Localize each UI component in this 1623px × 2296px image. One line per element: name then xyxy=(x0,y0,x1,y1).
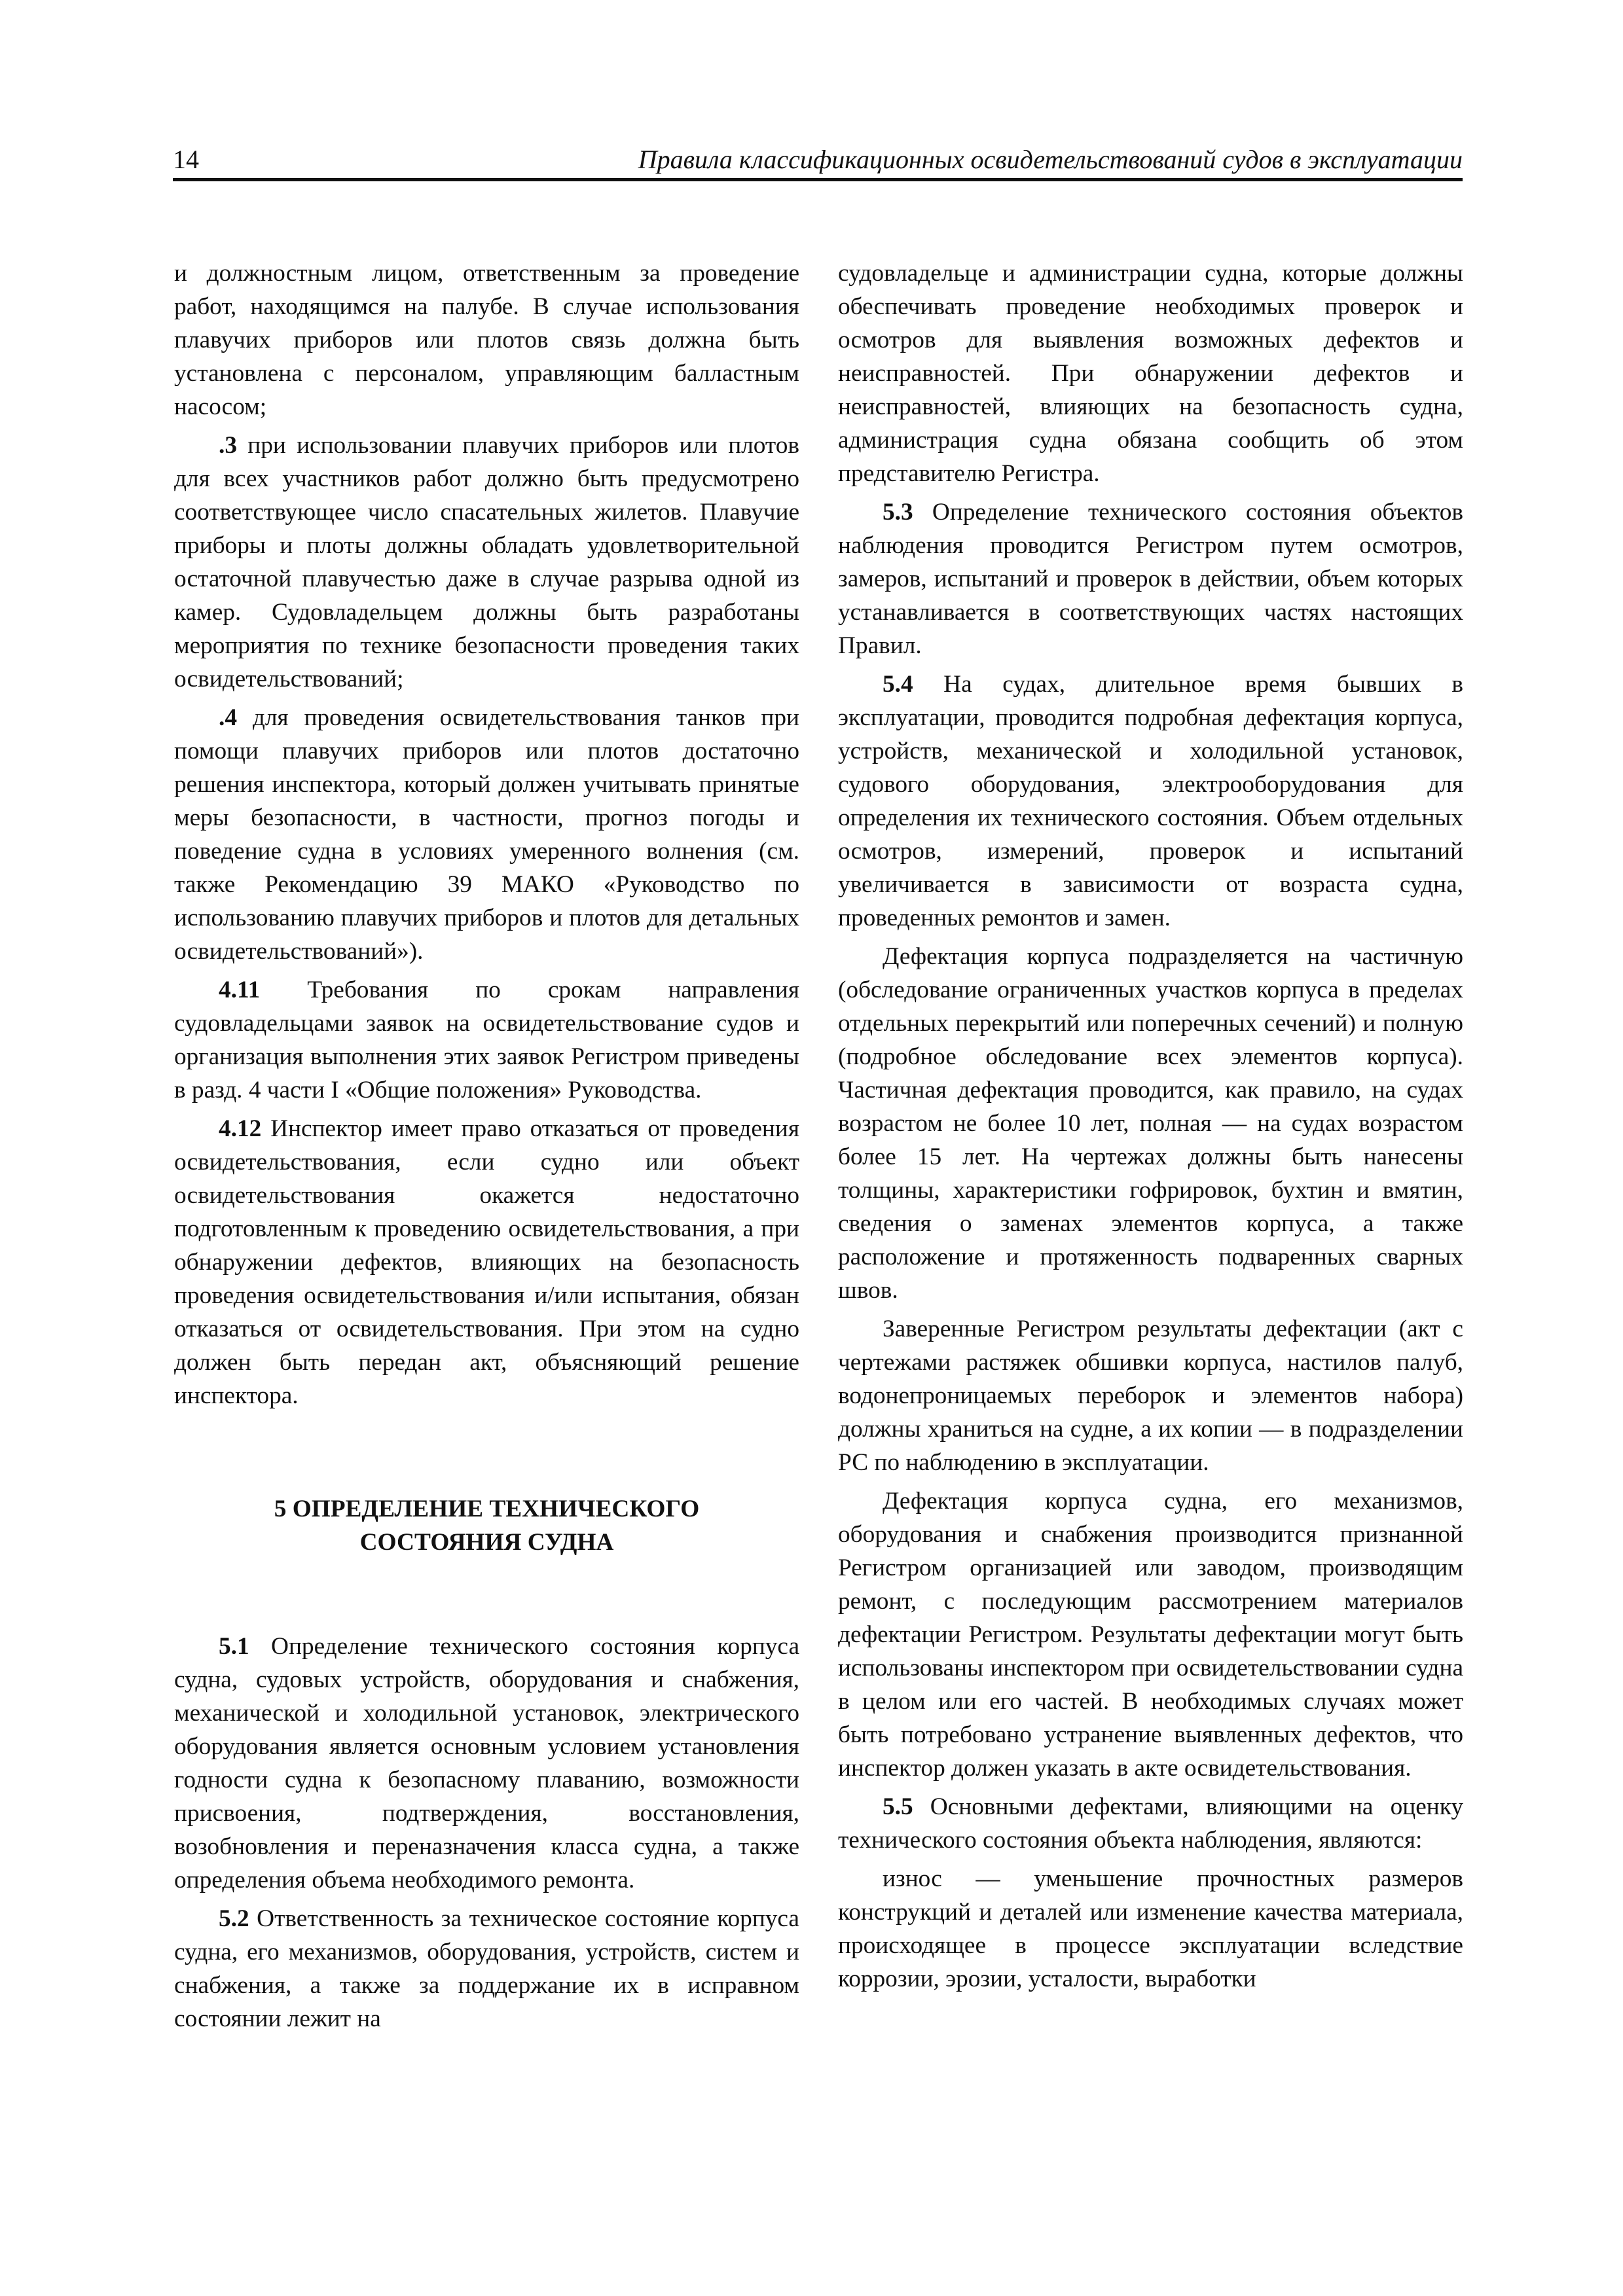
paragraph-text: износ — уменьшение прочностных размеров конструкций и деталей или изменение качества материала, происходящее в процессе эксплуатации вследствие коррозии, эрозии, усталости, выработки xyxy=(838,1865,1463,1992)
clause-number: 4.11 xyxy=(219,977,261,1003)
section-heading-line1: 5 ОПРЕДЕЛЕНИЕ ТЕХНИЧЕСКОГО xyxy=(274,1496,700,1522)
paragraph-certified-results xyxy=(838,1312,1463,1479)
paragraph-5-1 xyxy=(174,1630,799,1897)
paragraph-text: Дефектация корпуса подразделяется на частичную (обследование ограниченных участков корпуса в пределах отдельных перекрытий или поперечных сечений) и полную (подробное обследование всех элементов корпуса). Частичная дефектация проводится, как правило, на судах возрастом не более 10 лет, полная — на судах возрастом более 15 лет. На чертежах должны быть нанесены толщины, характеристики гофрировок, бухтин и вмятин, сведения о заменах элементов корпуса, а также расположение и протяженность подваренных сварных швов. xyxy=(838,943,1463,1304)
paragraph-hull-defect-survey xyxy=(838,940,1463,1307)
clause-number: 5.4 xyxy=(883,671,913,698)
item-number: .3 xyxy=(219,432,237,459)
paragraph-4-12 xyxy=(174,1112,799,1412)
paragraph-text: судовладельце и администрации судна, которые должны обеспечивать проведение необходимых проверок и осмотров для выявления возможных дефектов и неисправностей. При обнаружении дефектов и неисправностей, влияющих на безопасность судна, администрация судна обязана сообщить об этом представителю Регистра. xyxy=(838,260,1463,487)
paragraph-continuation xyxy=(838,257,1463,490)
item-number: .4 xyxy=(219,704,237,731)
paragraph-continuation xyxy=(174,257,799,423)
running-title: Правила классификационных освидетельствований судов в эксплуатации xyxy=(638,145,1463,174)
header-rule xyxy=(173,178,1463,181)
paragraph-text: Инспектор имеет право отказаться от проведения освидетельствования, если судно или объект освидетельствования окажется недостаточно подготовленным к проведению освидетельствования, а при обнаружении дефектов, влияющих на безопасность проведения освидетельствования и/или испытания, обязан отказаться от освидетельствования. При этом на судно должен быть передан акт, объясняющий решение инспектора. xyxy=(174,1115,799,1409)
paragraph-text: для проведения освидетельствования танков при помощи плавучих приборов или плотов достаточно решения инспектора, который должен учитывать принятые меры безопасности, в частности, прогноз погоды и поведение судна в условиях умеренного волнения (см. также Рекомендацию 39 МАКО «Руководство по использованию плавучих приборов и плотов для детальных освидетельствований»). xyxy=(174,704,799,965)
page-header xyxy=(173,143,1463,179)
paragraph-defect-survey-organization xyxy=(838,1484,1463,1785)
section-heading xyxy=(174,1492,799,1559)
right-column xyxy=(838,257,1463,2001)
paragraph-5-4 xyxy=(838,668,1463,935)
paragraph-text: На судах, длительное время бывших в эксплуатации, проводится подробная дефектация корпуса, устройств, механической и холодильной установок, судового оборудования, электрооборудования для определения их технического состояния. Объем отдельных осмотров, измерений, проверок и испытаний увеличивается в зависимости от возраста судна, проведенных ремонтов и замен. xyxy=(838,671,1463,931)
paragraph-text: Определение технического состояния объектов наблюдения проводится Регистром путем осмотров, замеров, испытаний и проверок в действии, объем которых устанавливается в соответствующих частях настоящих Правил. xyxy=(838,499,1463,659)
clause-number: 5.1 xyxy=(219,1633,249,1660)
paragraph-5-3 xyxy=(838,495,1463,662)
paragraph-item-3 xyxy=(174,429,799,696)
paragraph-text: Ответственность за техническое состояние корпуса судна, его механизмов, оборудования, устройств, систем и снабжения, а также за поддержание их в исправном состоянии лежит на xyxy=(174,1905,799,2032)
left-column xyxy=(174,257,799,2041)
paragraph-wear-definition xyxy=(838,1862,1463,1996)
clause-number: 4.12 xyxy=(219,1115,262,1142)
paragraph-4-11 xyxy=(174,973,799,1107)
paragraph-item-4 xyxy=(174,701,799,968)
clause-number: 5.3 xyxy=(883,499,913,526)
paragraph-text: Требования по срокам направления судовладельцами заявок на освидетельствование судов и организация выполнения этих заявок Регистром приведены в разд. 4 части I «Общие положения» Руководства. xyxy=(174,977,799,1103)
paragraph-text: Заверенные Регистром результаты дефектации (акт с чертежами растяжек обшивки корпуса, настилов палуб, водонепроницаемых переборок и элементов набора) должны храниться на судне, а их копии — в подразделении РС по наблюдению в эксплуатации. xyxy=(838,1316,1463,1476)
section-heading-line2: СОСТОЯНИЯ СУДНА xyxy=(359,1529,614,1556)
paragraph-text: при использовании плавучих приборов или плотов для всех участников работ должно быть предусмотрено соответствующее число спасательных жилетов. Плавучие приборы и плоты должны обладать удовлетворительной остаточной плавучестью даже в случае разрыва одной из камер. Судовладельцем должны быть разработаны мероприятия по технике безопасности проведения таких освидетельствований; xyxy=(174,432,799,692)
paragraph-text: Дефектация корпуса судна, его механизмов, оборудования и снабжения производится признанной Регистром организацией или заводом, производящим ремонт, с последующим рассмотрением материалов дефектации Регистром. Результаты дефектации могут быть использованы инспектором при освидетельствовании судна в целом или его частей. В необходимых случаях может быть потребовано устранение выявленных дефектов, что инспектор должен указать в акте освидетельствования. xyxy=(838,1488,1463,1782)
paragraph-text: и должностным лицом, ответственным за проведение работ, находящимся на палубе. В случае использования плавучих приборов или плотов связь должна быть установлена с персоналом, управляющим балластным насосом; xyxy=(174,260,799,420)
clause-number: 5.5 xyxy=(883,1793,913,1820)
page-number: 14 xyxy=(173,145,199,174)
paragraph-5-5 xyxy=(838,1790,1463,1857)
paragraph-text: Основными дефектами, влияющими на оценку технического состояния объекта наблюдения, являются: xyxy=(838,1793,1463,1854)
paragraph-text: Определение технического состояния корпуса судна, судовых устройств, оборудования и снабжения, механической и холодильной установок, электрического оборудования является основным условием установления годности судна к безопасному плаванию, возможности присвоения, подтверждения, восстановления, возобновления и переназначения класса судна, а также определения объема необходимого ремонта. xyxy=(174,1633,799,1893)
clause-number: 5.2 xyxy=(219,1905,249,1932)
paragraph-5-2 xyxy=(174,1902,799,2036)
